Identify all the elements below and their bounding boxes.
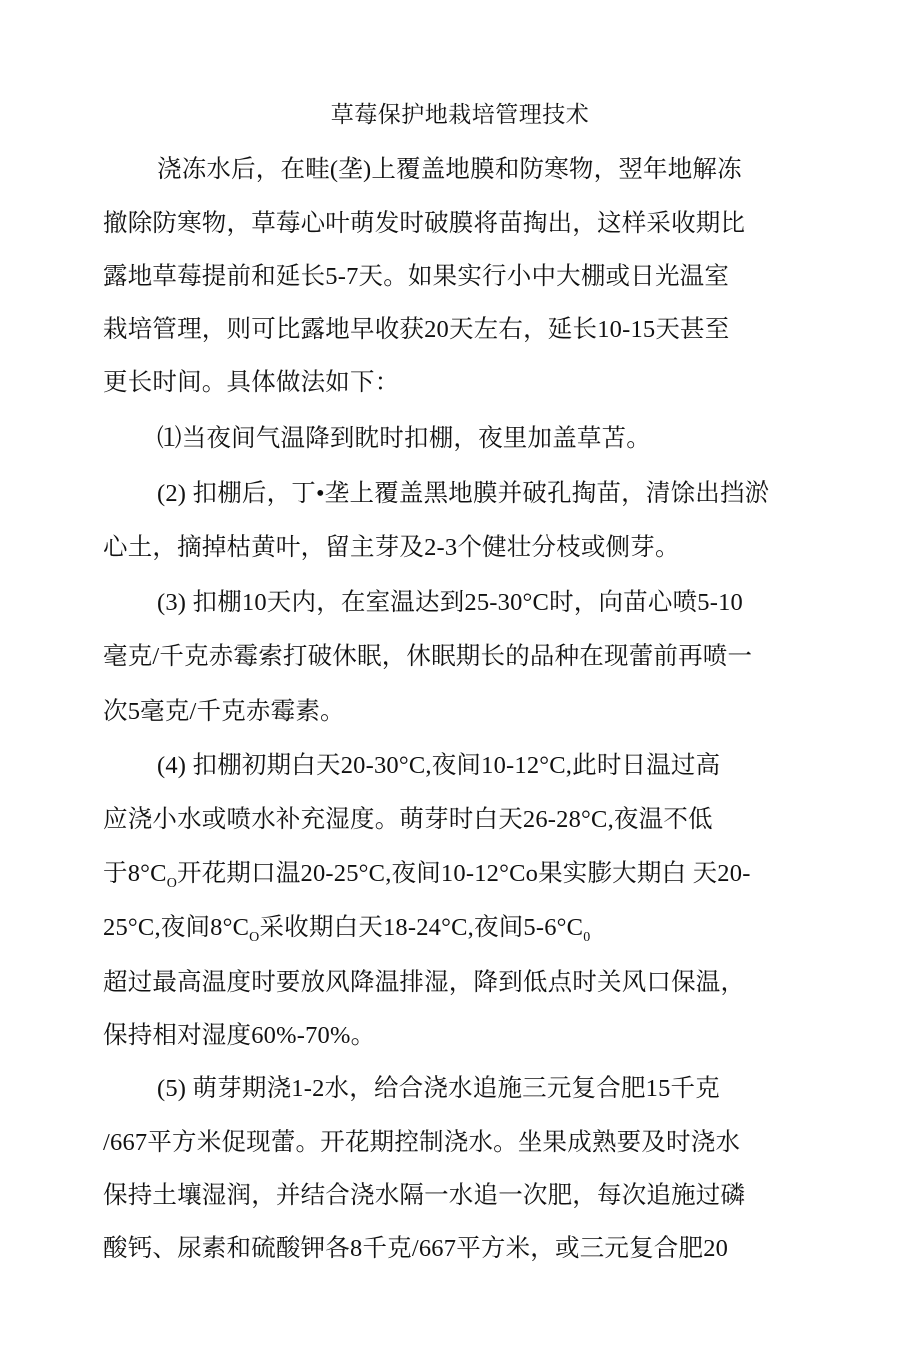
paragraph-line: 酸钙、尿素和硫酸钾各8千克/667平方米，或三元复合肥20 — [103, 1235, 729, 1262]
paragraph-line: 浇冻水后，在畦(垄)上覆盖地膜和防寒物，翌年地解冻 — [157, 156, 742, 183]
paragraph-line: 栽培管理，则可比露地早收获20天左右，延长10-15天甚至 — [103, 316, 730, 343]
paragraph-line: 心土，摘掉枯黄叶，留主芽及2-3个健壮分枝或侧芽。 — [103, 534, 680, 561]
paragraph-line-temperatures — [103, 857, 751, 891]
list-item-2: (2) 扣棚后，丁•垄上覆盖黑地膜并破孔掏苗，清馀出挡淤 — [157, 480, 770, 507]
list-item-4: (4) 扣棚初期白天20-30°C,夜间10-12°C,此时日温过高 — [157, 752, 721, 779]
paragraph-line: /667平方米促现蕾。开花期控制浇水。坐果成熟要及时浇水 — [103, 1129, 741, 1156]
list-item-3: (3) 扣棚10天内，在室温达到25-30°C时，向苗心喷5-10 — [157, 589, 743, 616]
document-title: 草莓保护地栽培管理技术 — [330, 102, 590, 127]
subscript: O — [166, 876, 178, 891]
paragraph-line: 毫克/千克赤霉索打破休眠，休眠期长的品种在现蕾前再喷一 — [103, 643, 753, 670]
subscript: O — [249, 930, 260, 945]
text-run: 开花期口温20-25°C,夜间10-12°Co果实膨大期白 天20- — [177, 860, 751, 887]
text-run: 25°C,夜间8°C — [103, 914, 250, 941]
paragraph-line: 露地草莓提前和延长5-7天。如果实行小中大棚或日光温室 — [103, 263, 730, 290]
paragraph-line: 应浇小水或喷水补充湿度。萌芽时白天26-28°C,夜温不低 — [103, 806, 713, 833]
paragraph-line: 次5毫克/千克赤霉素。 — [103, 698, 345, 725]
list-item-5: (5) 萌芽期浇1-2水，给合浇水追施三元复合肥15千克 — [157, 1075, 720, 1102]
subscript: 0 — [583, 930, 591, 945]
paragraph-line: 保持土壤湿润，并结合浇水隔一水追一次肥，每次追施过磷 — [103, 1182, 746, 1209]
list-item-1: ⑴当夜间气温降到眈时扣棚，夜里加盖草苫。 — [157, 425, 651, 452]
paragraph-line: 保持相对湿度60%-70%。 — [103, 1022, 376, 1049]
paragraph-line-temperatures — [103, 911, 590, 945]
paragraph-line: 撤除防寒物，草莓心叶萌发时破膜将苗掏出，这样采收期比 — [103, 210, 746, 237]
text-run: 于8°C — [103, 860, 167, 887]
text-run: 采收期白天18-24°C,夜间5-6°C — [259, 914, 584, 941]
paragraph-line: 超过最高温度时要放风降温排湿，降到低点时关风口保温， — [103, 969, 746, 996]
paragraph-line: 更长时间。具体做法如下： — [103, 369, 400, 396]
